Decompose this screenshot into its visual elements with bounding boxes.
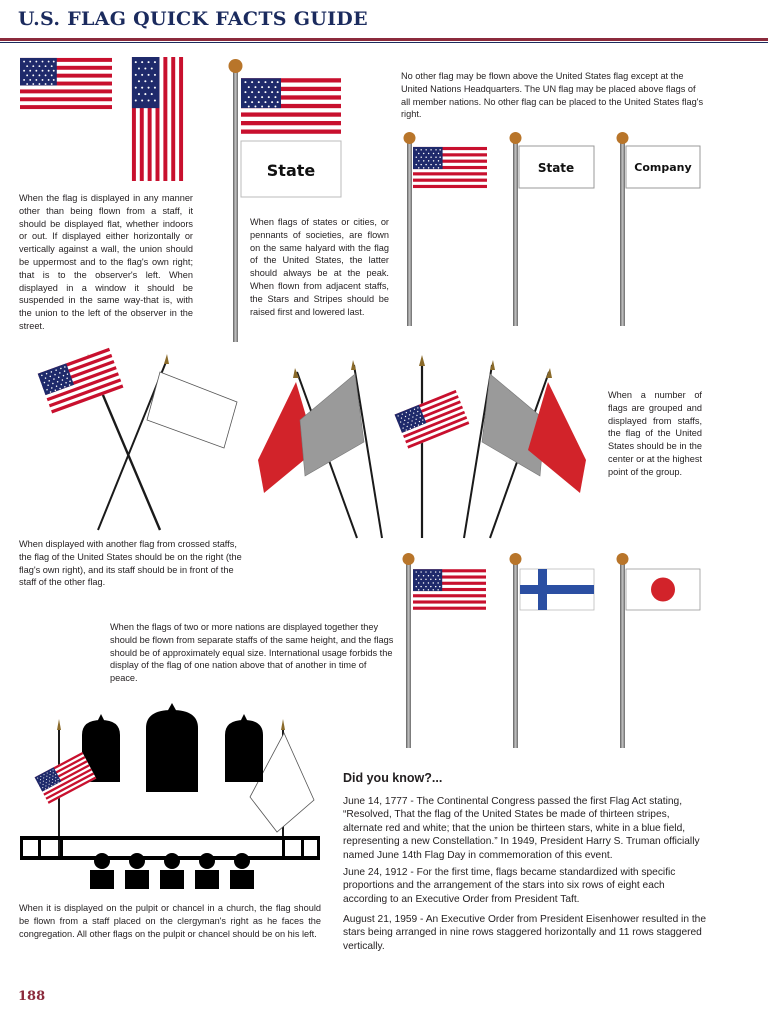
halyard-pole bbox=[229, 59, 243, 342]
state-flag-label: State bbox=[266, 161, 316, 180]
us-flag-flat-vertical bbox=[132, 57, 183, 181]
grouped-flags bbox=[258, 355, 586, 538]
paragraph-crossed-staffs: When displayed with another flag from crossed staffs, the flag of the United States should be on the right (the flag's own right), and its staff should be in front of the staff of the other flag. bbox=[19, 539, 242, 588]
state-flag-three-pole-label: State bbox=[537, 161, 575, 175]
japan-flag bbox=[626, 569, 700, 610]
did-you-know-entry-1912: June 24, 1912 - For the first time, flags became standardized with specific proportions and the arrangement of the stars into six rows of eight each according to an Executive Order from President Taft. bbox=[343, 867, 676, 905]
did-you-know-heading: Did you know?... bbox=[343, 771, 443, 785]
finland-flag bbox=[520, 569, 594, 610]
us-flag-grouped-center bbox=[394, 390, 469, 449]
us-flag-halyard bbox=[241, 78, 341, 134]
paragraph-un-flag: No other flag may be flown above the United States flag except at the United Nations Headquarters. The UN flag may be placed above flags of all member nations. No other flag can be placed to the United States flag's right. bbox=[401, 71, 704, 120]
paragraph-same-halyard: When flags of states or cities, or pennants of societies, are flown on the same halyard with the flag of the United States, the latter should always be at the peak. When flown from adjacent staffs, the Stars and Stripes should be raised first and lowered last. bbox=[250, 217, 389, 317]
church-chancel bbox=[20, 703, 320, 889]
paragraph-grouped: When a number of flags are grouped and displayed from staffs, the flag of the United States should be in the center or at the highest point of the group. bbox=[608, 390, 702, 477]
us-flag-crossed bbox=[38, 348, 124, 414]
page-title: U.S. FLAG QUICK FACTS GUIDE bbox=[18, 8, 368, 30]
pole-nation-us bbox=[403, 553, 415, 748]
company-flag-label: Company bbox=[634, 161, 692, 174]
paragraph-church: When it is displayed on the pulpit or chancel in a church, the flag should be flown from a staff placed on the clergyman's right as he faces the congregation. All other flags on the pulpit or chancel should be on his left. bbox=[19, 903, 321, 939]
did-you-know-entry-1777: June 14, 1777 - The Continental Congress passed the first Flag Act stating, “Resolved, That the flag of the United States be made of thirteen stripes, alternate red and white; that the union be thirteen stars, white in a blue field, representing a new Constellation.” In 1949, President Harry S. Truman officially named June 14th Flag Day in commemoration of this event. bbox=[343, 796, 700, 861]
page-number: 188 bbox=[18, 989, 46, 1004]
did-you-know-entry-1959: August 21, 1959 - An Executive Order from President Eisenhower resulted in the stars being arranged in nine rows staggered horizontally and 11 rows staggered vertically. bbox=[343, 914, 706, 952]
paragraph-nations: When the flags of two or more nations are displayed together they should be flown from separate staffs of the same height, and the flags should be of approximately equal size. International usage forbids the display of the flag of one nation above that of another in time of peace. bbox=[110, 622, 394, 684]
paragraph-flat-display: When the flag is displayed in any manner other than being flown from a staff, it should be displayed flat, whether indoors or out. If displayed either horizontally or vertically against a wall, the union should be uppermost and to the flag's own right; that is to the observer's left. When displayed in a window it should be suspended in the same way-that is, with the union to the left of the observer in the street. bbox=[19, 193, 193, 331]
us-flag-nations bbox=[413, 569, 486, 610]
us-flag-three-pole bbox=[413, 147, 487, 188]
us-flag-flat-horizontal bbox=[20, 58, 112, 109]
